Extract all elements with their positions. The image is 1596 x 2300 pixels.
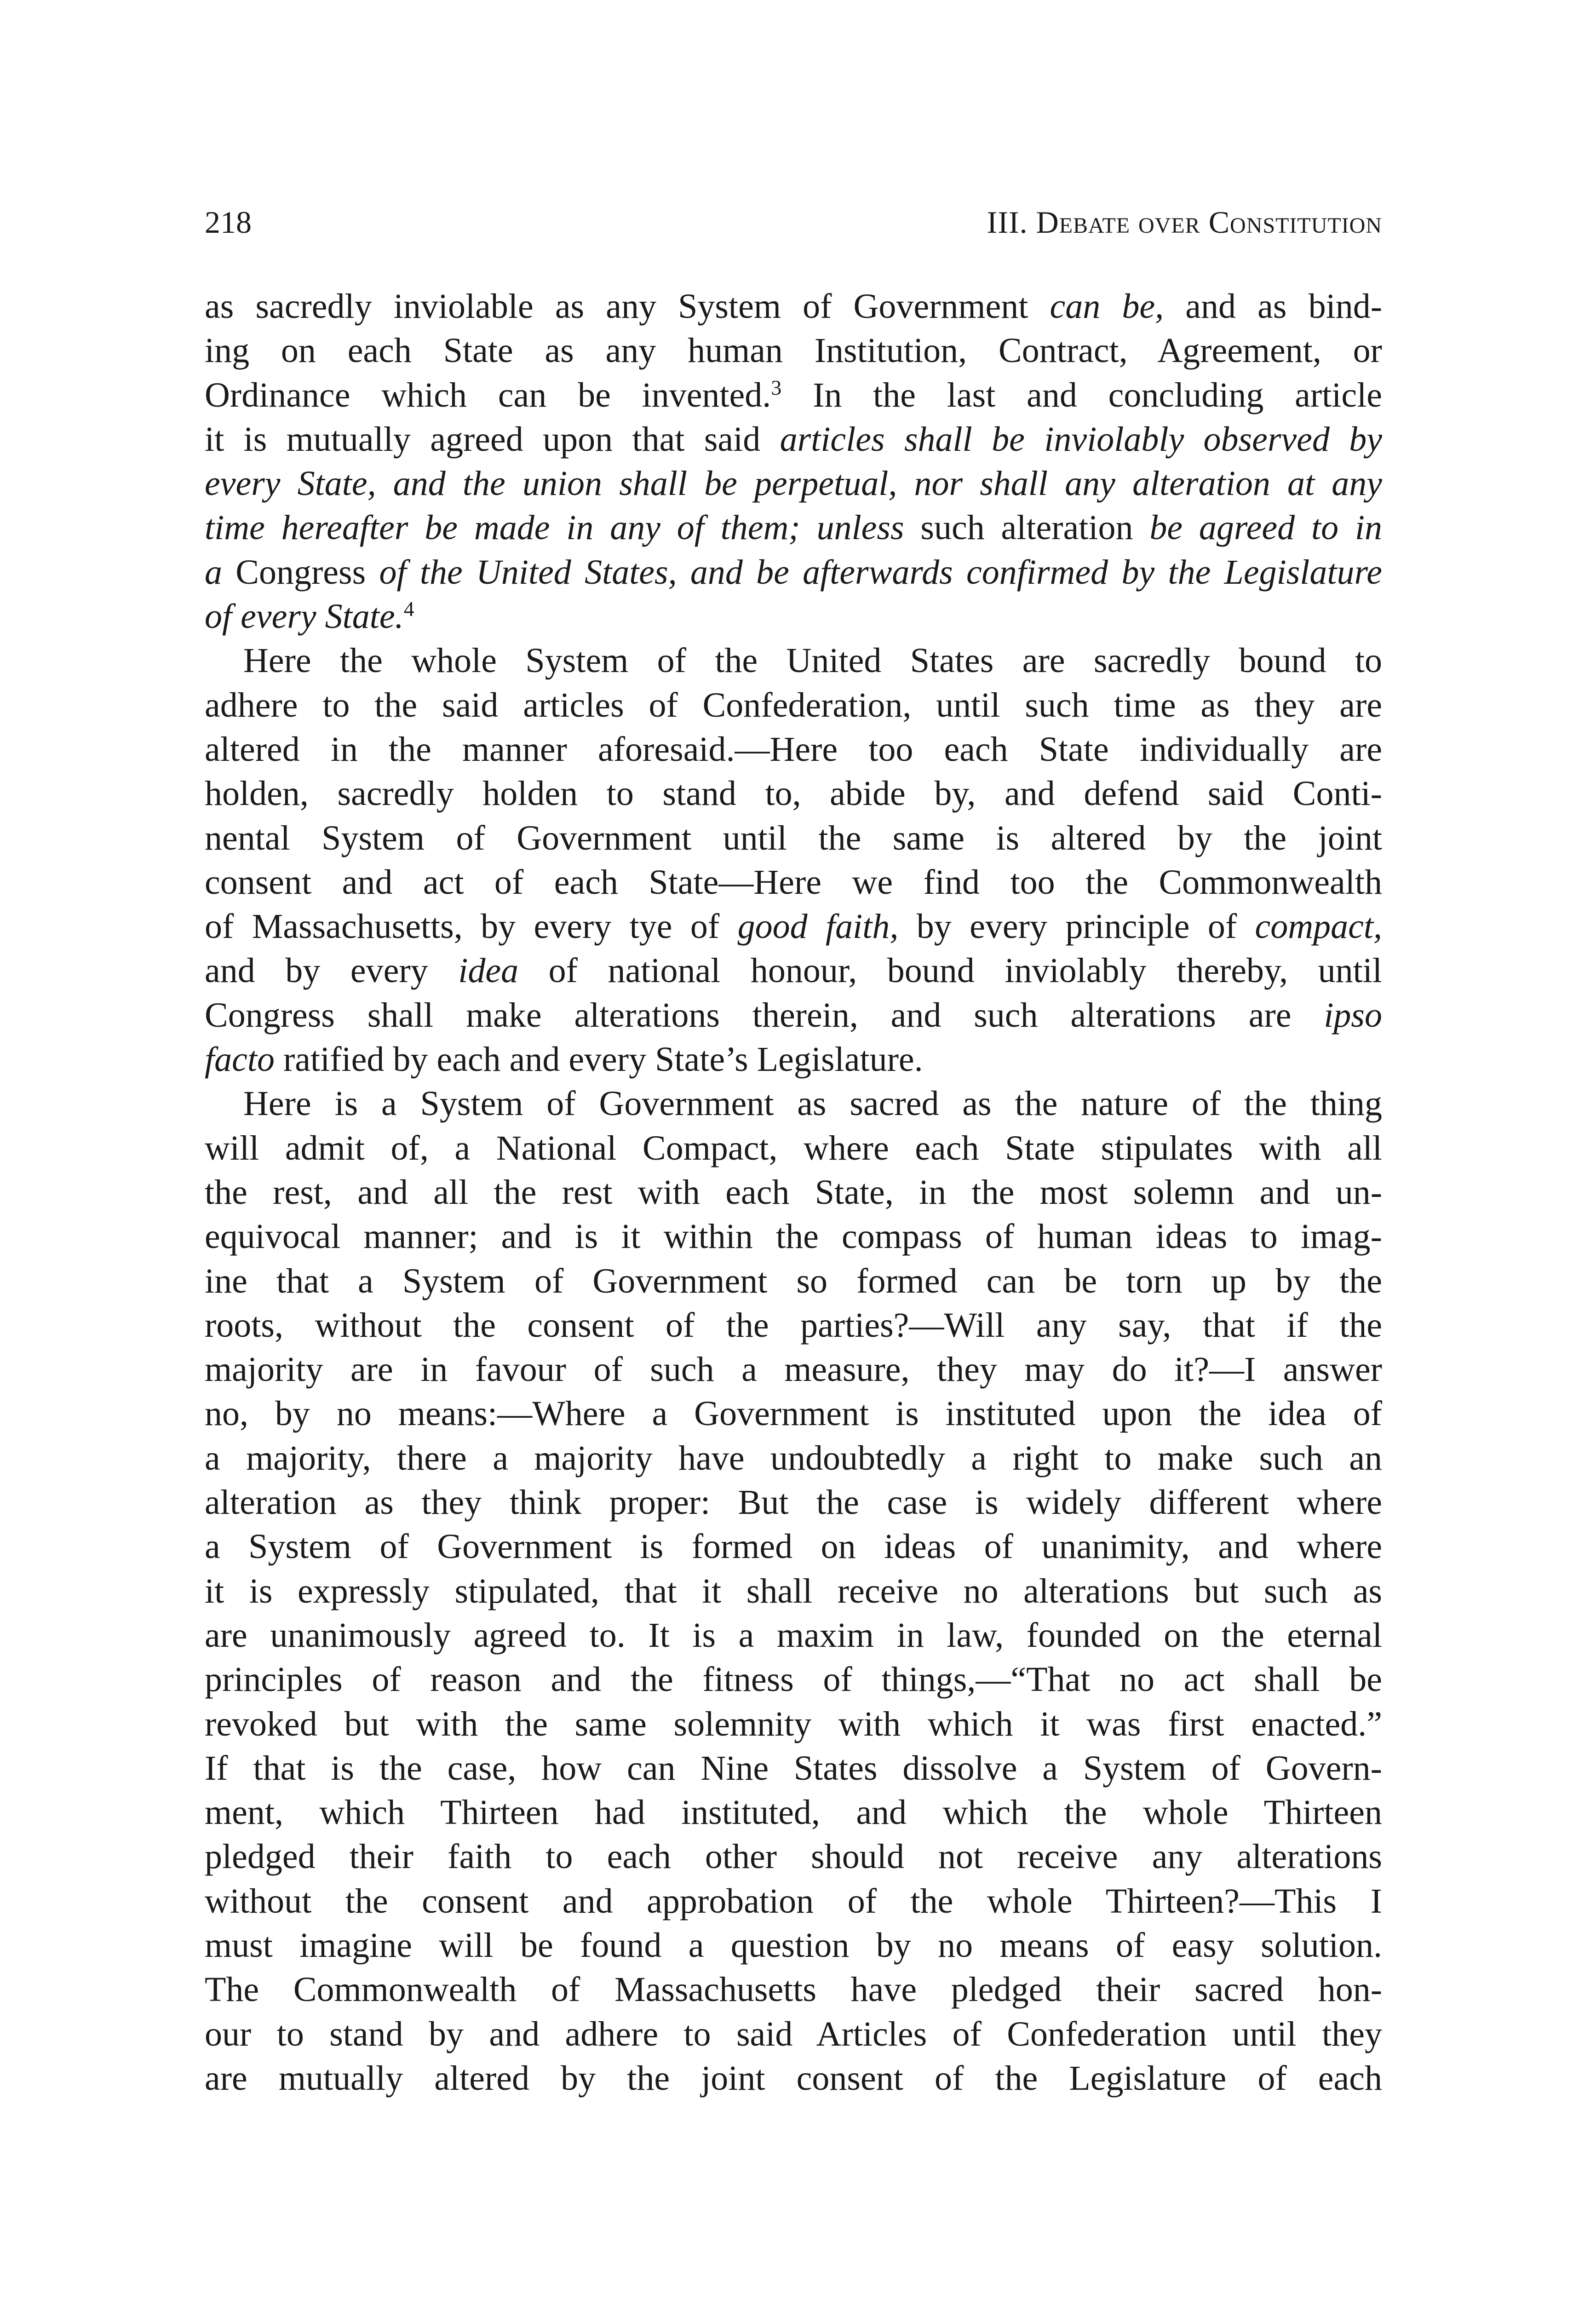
body-text (205, 284, 1382, 2100)
text-segment: ment, which Thirteen had instituted, and which the whole Thirteen (205, 1793, 1382, 1832)
text-segment: of Massachusetts, by every tye of (205, 907, 738, 946)
text-line (205, 373, 1382, 417)
text-line (205, 816, 1382, 860)
text-line (205, 1081, 1382, 1126)
text-segment: revoked but with the same solemnity with which it was first enacted.” (205, 1704, 1382, 1743)
text-segment: Congress shall make alterations therein, and such alterations are (205, 995, 1324, 1035)
text-segment: ine that a System of Government so formed can be torn up by the (205, 1261, 1382, 1300)
text-line (205, 1569, 1382, 1613)
italic-text-segment: can be, (1050, 287, 1164, 326)
text-line (205, 594, 1382, 638)
text-segment: by every principle of (898, 907, 1255, 946)
text-line (205, 1037, 1382, 1081)
text-segment: and as bind- (1164, 287, 1383, 326)
text-segment: such alteration (904, 508, 1150, 547)
text-segment: will admit of, a National Compact, where each State stipulates with all (205, 1128, 1382, 1167)
text-line (205, 1702, 1382, 1746)
running-title: III. Debate over Constitution (987, 205, 1382, 240)
text-line (205, 1303, 1382, 1347)
text-line (205, 1480, 1382, 1524)
text-segment: equivocal manner; and is it within the compass of human ideas to imag- (205, 1217, 1382, 1256)
text-line (205, 550, 1382, 594)
text-line (205, 2056, 1382, 2100)
text-line (205, 683, 1382, 727)
text-segment: a System of Government is formed on ideas of unanimity, and where (205, 1527, 1382, 1566)
text-segment: Here is a System of Government as sacred as the nature of the thing (243, 1084, 1382, 1123)
text-segment: and by every (205, 951, 459, 990)
italic-text-segment: a (205, 552, 222, 592)
text-segment: our to stand by and adhere to said Articles of Confederation until they (205, 2014, 1382, 2053)
italic-text-segment: of every State. (205, 597, 404, 636)
text-segment: must imagine will be found a question by no means of easy solution. (205, 1926, 1382, 1965)
text-segment: without the consent and approbation of the whole Thirteen?—This I (205, 1881, 1382, 1920)
text-segment: majority are in favour of such a measure, they may do it?—I answer (205, 1350, 1382, 1389)
italic-text-segment: facto (205, 1040, 275, 1079)
text-segment: no, by no means:—Where a Government is instituted upon the idea of (205, 1394, 1382, 1433)
text-segment: a majority, there a majority have undoubtedly a right to make such an (205, 1438, 1382, 1478)
text-line (205, 1214, 1382, 1259)
text-segment: of national honour, bound inviolably thereby, until (518, 951, 1382, 990)
footnote-marker: 3 (771, 375, 782, 399)
text-line (205, 1436, 1382, 1480)
italic-text-segment: compact, (1255, 907, 1382, 946)
text-segment: the rest, and all the rest with each State, in the most solemn and un- (205, 1173, 1382, 1212)
text-segment: Here the whole System of the United States are sacredly bound to (243, 641, 1382, 680)
text-line (205, 1746, 1382, 1790)
text-segment: it is mutually agreed upon that said (205, 420, 780, 459)
text-segment: pledged their faith to each other should not receive any alterations (205, 1837, 1382, 1876)
text-line (205, 1259, 1382, 1303)
text-segment: as sacredly inviolable as any System of Government (205, 287, 1050, 326)
text-line (205, 860, 1382, 904)
text-segment: If that is the case, how can Nine States dissolve a System of Govern- (205, 1748, 1382, 1788)
text-segment: altered in the manner aforesaid.—Here too each State individually are (205, 730, 1382, 769)
text-line (205, 1126, 1382, 1170)
text-segment: nental System of Government until the same is altered by the joint (205, 818, 1382, 857)
text-segment: alteration as they think proper: But the case is widely different where (205, 1483, 1382, 1522)
text-segment: principles of reason and the fitness of things,—“That no act shall be (205, 1660, 1382, 1699)
text-line (205, 949, 1382, 993)
text-line (205, 1790, 1382, 1834)
text-segment: Congress (222, 552, 379, 592)
text-segment: Ordinance which can be invented. (205, 375, 771, 414)
italic-text-segment: every State, and the union shall be perpetual, nor shall any alteration at any (205, 464, 1382, 503)
text-segment: In the last and concluding article (781, 375, 1382, 414)
text-line (205, 2012, 1382, 2056)
text-segment: ratified by each and every State’s Legislature. (274, 1040, 923, 1079)
italic-text-segment: articles shall be inviolably observed by (780, 420, 1382, 459)
text-segment: The Commonwealth of Massachusetts have pledged their sacred hon- (205, 1970, 1382, 2009)
italic-text-segment: ipso (1324, 995, 1382, 1035)
text-line (205, 904, 1382, 949)
italic-text-segment: be agreed to in (1149, 508, 1383, 547)
text-line (205, 1834, 1382, 1879)
italic-text-segment: time hereafter be made in any of them; unless (205, 508, 904, 547)
italic-text-segment: good faith, (737, 907, 899, 946)
text-line (205, 1613, 1382, 1657)
text-line (205, 771, 1382, 816)
text-line (205, 993, 1382, 1037)
text-line (205, 1923, 1382, 1967)
text-line (205, 506, 1382, 550)
text-line (205, 1347, 1382, 1392)
text-line (205, 1879, 1382, 1923)
text-line (205, 1170, 1382, 1214)
text-line (205, 1967, 1382, 2012)
text-line (205, 727, 1382, 771)
text-segment: are mutually altered by the joint consent of the Legislature of each (205, 2058, 1382, 2098)
text-segment: are unanimously agreed to. It is a maxim in law, founded on the eternal (205, 1616, 1382, 1655)
text-line (205, 1657, 1382, 1702)
italic-text-segment: idea (458, 951, 519, 990)
text-segment: roots, without the consent of the parties?—Will any say, that if the (205, 1305, 1382, 1345)
text-line (205, 461, 1382, 506)
text-line (205, 417, 1382, 461)
text-line (205, 328, 1382, 373)
text-line (205, 638, 1382, 683)
text-segment: holden, sacredly holden to stand to, abide by, and defend said Conti- (205, 774, 1382, 813)
italic-text-segment: of the United States, and be afterwards confirmed by the Legislature (379, 552, 1382, 592)
text-segment: consent and act of each State—Here we find too the Commonwealth (205, 862, 1382, 902)
text-line (205, 1524, 1382, 1569)
text-line (205, 284, 1382, 328)
text-line (205, 1392, 1382, 1436)
text-segment: ing on each State as any human Institution, Contract, Agreement, or (205, 331, 1382, 370)
running-head (205, 201, 1382, 243)
text-segment: it is expressly stipulated, that it shall receive no alterations but such as (205, 1571, 1382, 1610)
page-number: 218 (205, 205, 252, 240)
footnote-marker: 4 (403, 597, 414, 621)
text-segment: adhere to the said articles of Confederation, until such time as they are (205, 685, 1382, 724)
